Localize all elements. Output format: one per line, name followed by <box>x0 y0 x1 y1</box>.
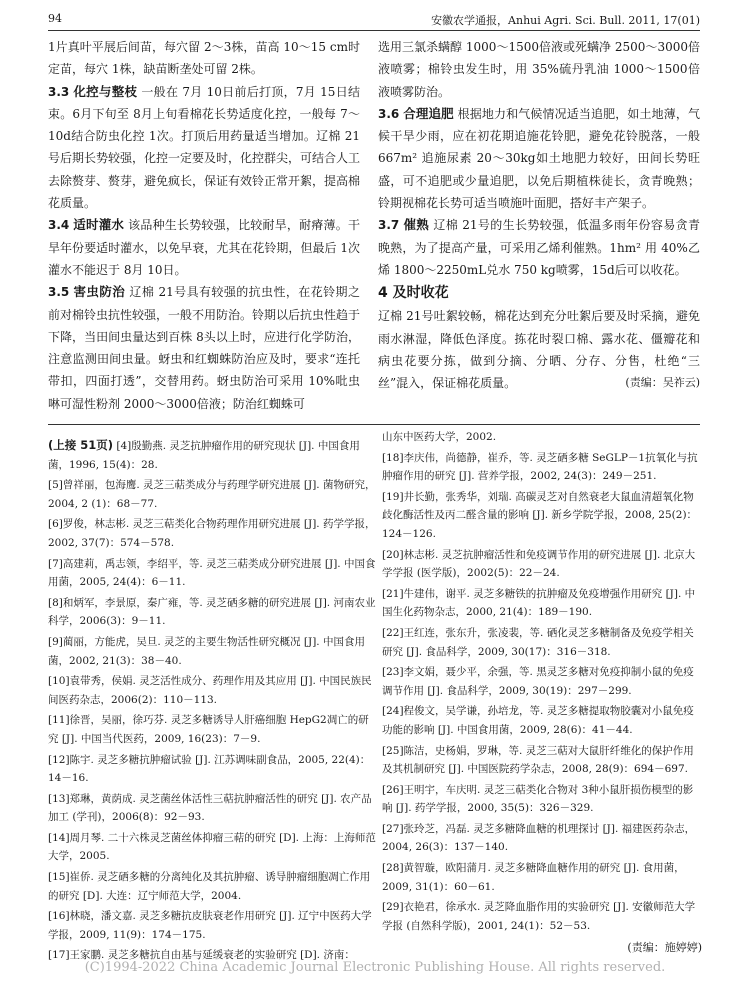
paragraph-lead: 1片真叶平展后间苗，每穴留 2～3株，苗高 10～15 cm时定苗，每穴 1株，缺苗断垄处可留 2株。 <box>48 40 360 77</box>
running-header <box>48 10 700 31</box>
section-body: 辽棉 21号吐絮较畅，棉花达到充分吐絮后要及时采摘，避免雨水淋湿，降低色泽度。拣花时裂口棉、露水花、僵瓣花和病虫花要分拣，做到分摘、分晒、分存、分售，杜绝“三丝”混入，保证棉花质量。 <box>378 309 700 391</box>
copyright-footer: (C)1994-2022 China Academic Journal Electronic Publishing House. All rights reserved. <box>84 960 666 975</box>
reference-item: [18]李庆伟，尚德静，崔乔，等. 灵芝硒多糖 SeGLP－1抗氧化与抗肿瘤作用的研究 [J]. 营养学报，2002, 24(3)：249－251. <box>382 451 698 483</box>
section-body: 根据地力和气候情况适当追肥，如土地薄，气候干旱少雨，应在初花期追施花铃肥，避免花铃脱落，一般 667m² 追施尿素 20～30kg如土地肥力较好，田间长势旺盛，可不追肥或少量追肥，以免后期植株徒长，贪青晚熟；铃期视棉花长势可适当喷施叶面肥，搭好丰产架子。 <box>378 106 700 211</box>
section-3-5 <box>48 281 360 415</box>
reference-item: [17]王家鹏. 灵芝多糖抗自由基与延缓衰老的实验研究 [D]. 济南： <box>48 949 355 962</box>
reference-item: [5]曾祥丽，包海鹰. 灵芝三萜类成分与药理学研究进展 [J]. 菌物研究，2004, 2 (1)：68－77. <box>48 479 376 510</box>
section-body: 辽棉 21号具有较强的抗虫性，在花铃期之前对棉铃虫抗性较强，一般不用防治。铃期以后抗虫性趋于下降，当田间虫量达到百株 8头以上时，应进行化学防治，注意监测田间虫量。蚜虫和红蜘蛛防治应及时，要求“连托带扣，四面打透”，交替用药。蚜虫防治可采用 10%吡虫啉可湿性粉剂 2000～3000倍液；防治红蜘蛛可 <box>48 285 361 411</box>
reference-item: [19]井长勤，张秀华，刘瑞. 高碳灵芝对自然衰老大鼠血清超氧化物歧化酶活性及丙二醛含量的影响 [J]. 新乡学院学报，2008, 25(2)：124－126. <box>382 490 698 540</box>
reference-item: [26]王明宇，车庆明. 灵芝三萜类化合物对 3种小鼠肝损伤模型的影响 [J]. 药学学报，2000, 35(5)：326－329. <box>382 783 694 815</box>
section-title: 适时灌水 <box>73 217 125 233</box>
section-title: 催熟 <box>403 217 430 233</box>
section-3-6 <box>378 103 700 214</box>
section-3-7 <box>378 214 700 281</box>
section-number: 3.3 <box>48 84 70 99</box>
reference-item: [13]郑琳，黄荫成. 灵芝菌丝体活性三萜抗肿瘤活性的研究 [J]. 农产品加工 (学刊)，2006(8)：92－93. <box>48 792 372 824</box>
reference-item: [9]蔺丽，方能虎，吴旦. 灵芝的主要生物活性研究概况 [J]. 中国食用菌，2002, 21(3)：38－40. <box>48 635 365 667</box>
section-number: 3.5 <box>48 285 70 300</box>
section-number: 3.4 <box>48 218 70 233</box>
page-number: 94 <box>48 12 62 25</box>
reference-item: [23]李文娟，聂少平，余强，等. 黑灵芝多糖对免疫抑制小鼠的免疫调节作用 [J]. 食品科学，2009, 30(19)：297－299. <box>382 666 694 697</box>
paragraph-continued: 选用三氯杀螨醇 1000～1500倍液或死螨净 2500～3000倍液喷雾；棉铃虫发生时，用 35%硫丹乳油 1000～1500倍液喷雾防治。 <box>378 40 700 99</box>
section-number: 3.6 <box>378 106 400 121</box>
reference-item: 山东中医药大学，2002. <box>382 431 497 443</box>
continued-label: (上接 51页) <box>48 438 114 452</box>
reference-item: [20]林志彬. 灵芝抗肿瘤活性和免疫调节作用的研究进展 [J]. 北京大学学报 (医学版)，2002(5)：22－24. <box>382 548 696 580</box>
section-title: 化控与整枝 <box>73 83 138 99</box>
reference-item: [29]衣艳君，徐承水. 灵芝降血脂作用的实验研究 [J]. 安徽师范大学学报 (自然科学版)，2001, 24(1)：52－53. <box>382 901 696 932</box>
reference-item: [10]袁带秀，侯娟. 灵芝活性成分、药理作用及其应用 [J]. 中国民族民间医药杂志，2006(2)：110－113. <box>48 675 372 706</box>
reference-item: [14]周月琴. 二十六株灵芝菌丝体抑瘤三萜的研究 [D]. 上海：上海师范大学，2005. <box>48 831 376 863</box>
section-title: 及时收花 <box>392 285 449 302</box>
reference-item: [27]张玲芝，冯磊. 灵芝多糖降血糖的机理探讨 [J]. 福建医药杂志，2004, 26(3)：137－140. <box>382 822 696 854</box>
section-body: 辽棉 21号的生长势较强，低温多雨年份容易贪青晚熟，为了提高产量，可采用乙烯利催熟。1hm² 用 40%乙烯 1800～2250mL兑水 750 kg喷雾，15d后可以收花。 <box>378 218 700 277</box>
reference-item: [22]王红连，张东升，张凌裴，等. 硒化灵芝多糖制备及免疫学相关研究 [J]. 食品科学，2009, 30(17)：316－318. <box>382 626 694 658</box>
reference-text: [4]殷勤燕. 灵芝抗肿瘤作用的研究现状 [J]. 中国食用菌，1996, 15(4)：28. <box>48 440 360 471</box>
reference-item: [25]陈洁，史杨娟，罗琳，等. 灵芝三萜对大鼠肝纤维化的保护作用及其机制研究 [J]. 中国医院药学杂志，2008, 28(9)：694－697. <box>382 744 694 776</box>
reference-item: [16]林晓，潘文嘉. 灵芝多糖抗皮肤衰老作用研究 [J]. 辽宁中医药大学学报，2009, 11(9)：174－175. <box>48 910 372 941</box>
references-left <box>48 436 378 967</box>
reference-item: [15]崔侨. 灵芝硒多糖的分离纯化及其抗肿瘤、诱导肿瘤细胞凋亡作用的研究 [D]. 大连：辽宁师范大学，2004. <box>48 871 371 902</box>
reference-item: [28]黄智璇，欧阳蒲月. 灵芝多糖降血糖作用的研究 [J]. 食用菌，2009, 31(1)：60－61. <box>382 862 685 893</box>
reference-item: [21]牛建伟，谢平. 灵芝多糖铁的抗肿瘤及免疫增强作用研究 [J]. 中国生化药物杂志，2000, 21(4)：189－190. <box>382 587 696 619</box>
references-right <box>382 428 702 958</box>
section-body: 一般在 7月 10日前后打顶，7月 15日结束。6月下旬至 8月上旬看棉花长势适度化控，一般每 7～10d结合防虫化控 1次。打顶后用药量适当增加。辽棉 21号后期长势较强，化控一定要及时，化控群尖，可结合人工去除赘芽、赘芽，避免疯长，保证有效铃正常开絮，提高棉花质量。 <box>48 84 361 211</box>
section-number: 4 <box>378 285 388 302</box>
section-body: 该品种生长势较强，比较耐旱，耐瘠薄。干旱年份要适时灌水，以免早衰，尤其在花铃期，但最后 1次灌水不能迟于 8月 10日。 <box>48 218 360 277</box>
section-title: 害虫防治 <box>73 284 126 300</box>
section-title: 合理追肥 <box>403 105 454 121</box>
reference-item: [7]高建莉，禹志领，李绍平，等. 灵芝三萜类成分研究进展 [J]. 中国食用菌，2005, 24(4)：6－11. <box>48 557 376 589</box>
section-3-4 <box>48 214 360 281</box>
editor-note: (责编：吴祚云) <box>625 376 700 390</box>
reference-item: [24]程俊文，吴学谦，孙培龙，等. 灵芝多糖提取物胶囊对小鼠免疫功能的影响 [J]. 中国食用菌，2009, 28(6)：41－44. <box>382 705 694 736</box>
reference-item: [6]罗俊，林志彬. 灵芝三萜类化合物药理作用研究进展 [J]. 药学学报，2002, 37(7)：574－578. <box>48 518 376 549</box>
section-4-body <box>378 305 700 394</box>
editor-note: (责编：施婷婷) <box>627 941 702 955</box>
reference-item <box>48 436 378 474</box>
section-4-heading <box>378 281 700 305</box>
reference-item: [11]徐晋，吴丽，徐巧芬. 灵芝多糖诱导人肝癌细胞 HepG2凋亡的研究 [J]. 中国当代医药，2009, 16(23)：7－9. <box>48 714 369 745</box>
section-number: 3.7 <box>378 218 400 233</box>
article-right-column <box>378 36 700 394</box>
reference-item: [12]陈宇. 灵芝多糖抗肿瘤试验 [J]. 江苏调味副食品，2005, 22(4)：14－16. <box>48 753 371 785</box>
reference-item: [8]和炳军，李景原，秦广雍，等. 灵芝硒多糖的研究进展 [J]. 河南农业科学，2006(3)：9－11. <box>48 596 376 628</box>
section-divider <box>48 424 700 425</box>
journal-citation: 安徽农学通报，Anhui Agri. Sci. Bull. 2011, 17(01) <box>431 14 700 27</box>
article-left-column <box>48 36 360 415</box>
section-3-3 <box>48 81 360 215</box>
